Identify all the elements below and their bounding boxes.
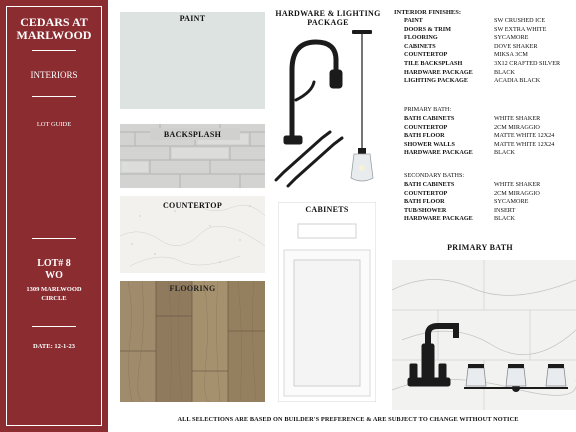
finish-label: BATH CABINETS (404, 181, 455, 188)
finish-label: LIGHTING PACKAGE (404, 77, 469, 85)
finish-row (404, 190, 576, 199)
finish-row (404, 198, 576, 207)
finish-label: TILE BACKSPLASH (404, 59, 463, 67)
finish-label: PAINT (404, 17, 423, 24)
divider (32, 326, 76, 327)
section-title: INTERIORS (30, 70, 78, 80)
paint-swatch (120, 12, 265, 109)
finish-row (404, 34, 576, 43)
finish-row (404, 17, 576, 26)
disclaimer: ALL SELECTIONS ARE BASED ON BUILDER'S PREFERENCE & ARE SUBJECT TO CHANGE WITHOUT NOTICE (177, 416, 519, 423)
finish-value: MATTE WHITE 12X24 (494, 132, 555, 140)
community-title: CEDARS AT MARLWOOD (16, 15, 92, 42)
finish-value: SW EXTRA WHITE (494, 25, 547, 33)
finish-row (404, 181, 576, 190)
finish-label: CABINETS (404, 42, 436, 50)
finish-value: MIKSA 3CM (494, 51, 528, 59)
lot-code: WO (45, 270, 63, 281)
finish-value: WHITE SHAKER (494, 115, 541, 122)
finish-value: BLACK (494, 149, 515, 157)
interior-finishes-list (404, 17, 576, 86)
finish-row (404, 124, 576, 133)
finish-value: ACADIA BLACK (494, 77, 541, 85)
finish-value: 2CM MIRAGGIO (494, 189, 540, 197)
finish-value: INSERT (494, 206, 516, 214)
flooring-label: FLOORING (169, 284, 216, 293)
finish-value: BLACK (494, 215, 515, 223)
finish-row (404, 51, 576, 60)
primary-bath-label: PRIMARY BATH (447, 243, 513, 252)
faucet-icon (284, 42, 342, 144)
finish-label: FLOORING (404, 34, 438, 42)
finish-label: HARDWARE PACKAGE (404, 68, 473, 76)
finish-row (404, 215, 576, 224)
pendant-light-icon (351, 30, 373, 181)
finish-row (404, 60, 576, 69)
finish-value: SYCAMORE (494, 34, 529, 42)
finish-value: SYCAMORE (494, 198, 529, 206)
finish-value: DOVE SHAKER (494, 42, 538, 50)
finish-row (404, 141, 576, 150)
finish-label: COUNTERTOP (404, 51, 448, 59)
primary-bath-list (404, 115, 576, 158)
finish-row (404, 115, 576, 124)
finish-row (404, 43, 576, 52)
secondary-baths-title: SECONDARY BATHS: (404, 172, 465, 179)
finish-row (404, 149, 576, 158)
countertop-label: COUNTERTOP (162, 201, 223, 210)
backsplash-label: BACKSPLASH (163, 130, 222, 139)
finish-row (404, 69, 576, 78)
interior-finishes-title: INTERIOR FINISHES: (394, 9, 462, 16)
finish-label: BATH CABINETS (404, 115, 455, 122)
finish-label: COUNTERTOP (404, 123, 448, 131)
finish-value: WHITE SHAKER (494, 181, 541, 188)
divider (32, 96, 76, 97)
lot-guide-label: LOT GUIDE (36, 121, 72, 128)
divider (32, 50, 76, 51)
cabinet-door-swatch (278, 202, 376, 402)
secondary-baths-list (404, 181, 576, 224)
finish-label: DOORS & TRIM (404, 25, 451, 33)
finish-value: MATTE WHITE 12X24 (494, 140, 555, 148)
finish-label: BATH FLOOR (404, 132, 445, 140)
finish-label: SHOWER WALLS (404, 140, 455, 148)
finish-label: HARDWARE PACKAGE (404, 215, 473, 223)
sidebar-frame (6, 6, 102, 426)
paint-label: PAINT (179, 14, 206, 23)
lot-address: 1309 MARLWOOD CIRCLE (26, 286, 82, 302)
cabinets-label: CABINETS (305, 205, 349, 214)
finish-value: SW CRUSHED ICE (494, 17, 546, 24)
finish-label: HARDWARE PACKAGE (404, 149, 473, 157)
lot-number: LOT# 8 (37, 258, 71, 269)
finish-row (404, 26, 576, 35)
flooring-swatch (120, 281, 265, 402)
finish-value: 3X12 CRAFTED SILVER (494, 59, 561, 67)
finish-row (404, 207, 576, 216)
hardware-lighting-label: HARDWARE & LIGHTING PACKAGE (275, 9, 381, 27)
finish-label: COUNTERTOP (404, 189, 448, 197)
hardware-lighting-image (274, 30, 384, 190)
primary-bath-image (392, 260, 576, 410)
finish-row (404, 132, 576, 141)
finish-label: BATH FLOOR (404, 198, 445, 206)
finish-row (404, 77, 576, 86)
primary-bath-title: PRIMARY BATH: (404, 106, 452, 113)
finish-value: 2CM MIRAGGIO (494, 123, 540, 131)
finish-label: TUB/SHOWER (404, 206, 447, 214)
finish-value: BLACK (494, 68, 515, 76)
divider (32, 238, 76, 239)
vanity-light-icon (464, 364, 568, 392)
guide-date: DATE: 12-1-23 (33, 343, 75, 350)
